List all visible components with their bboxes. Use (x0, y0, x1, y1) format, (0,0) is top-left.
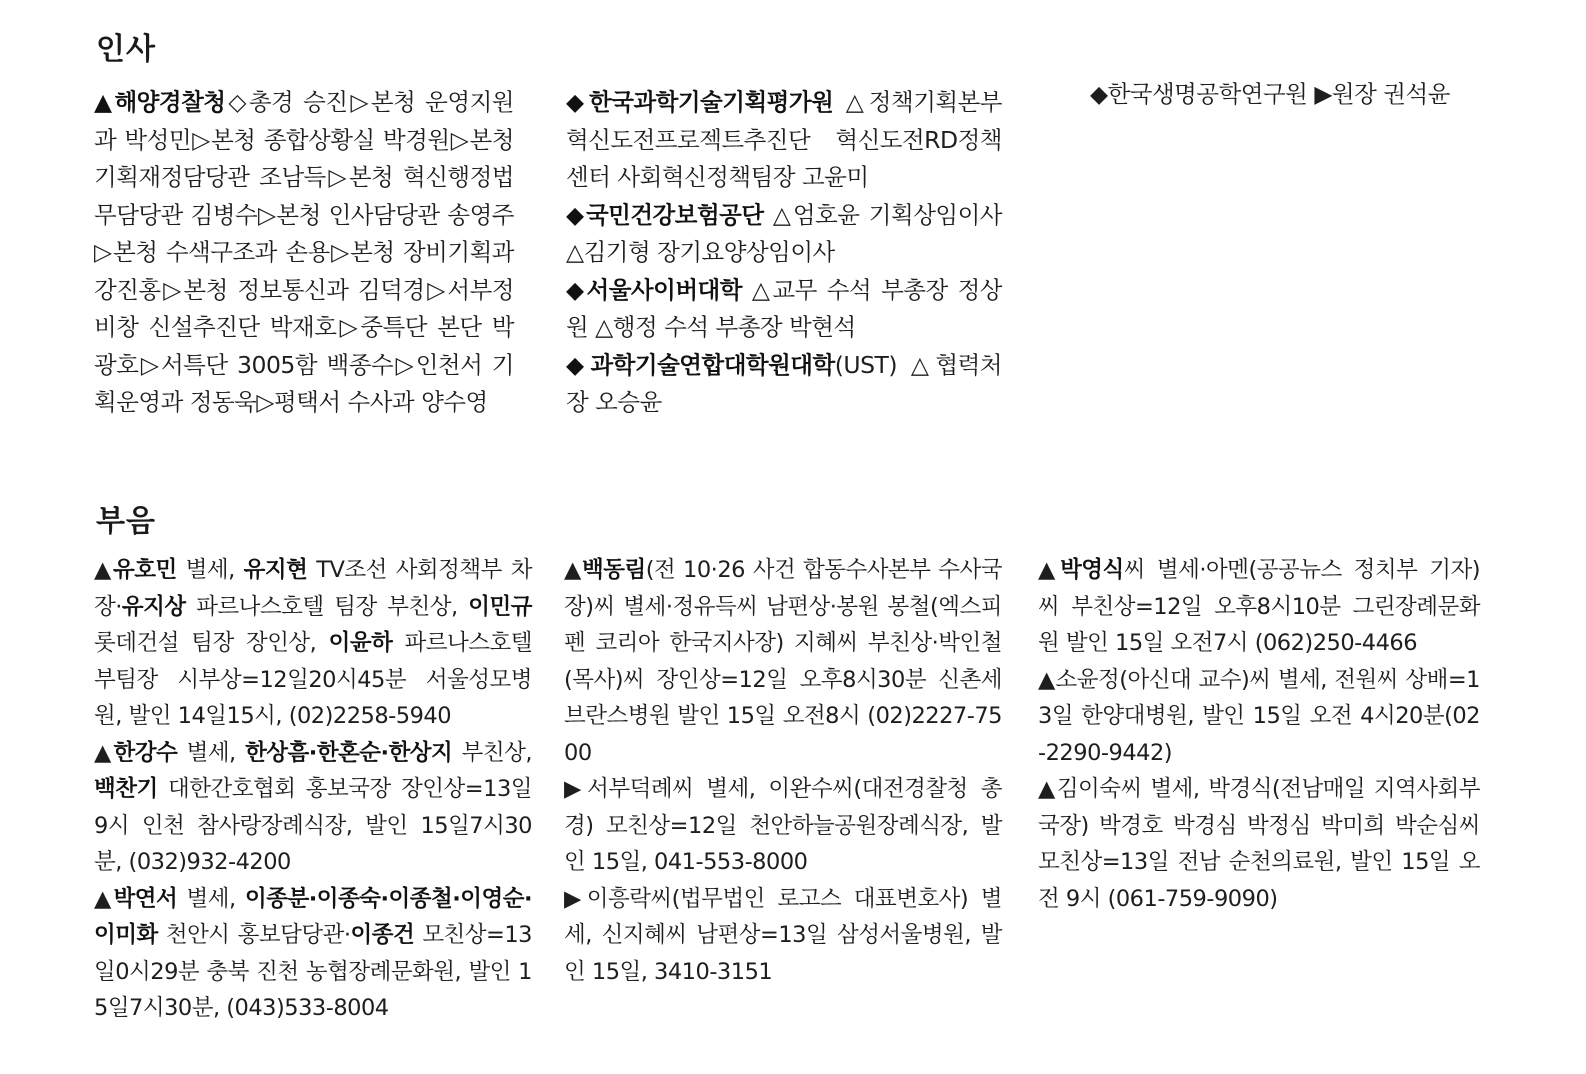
obituary-text: 파르나스호텔 부팀장 시부상=12일20시45분 서울성모병원, 발인 14일15시, (02)2258-5940 (94, 630, 532, 729)
bueum-column-2 (564, 552, 1002, 990)
person-name: 백찬기 (94, 776, 158, 802)
obituary-entry (564, 881, 1002, 991)
appointment-text: (UST) △협력처장 오승윤 (566, 350, 1002, 416)
insa-column-3 (1090, 76, 1510, 114)
appointment-text: ◆한국생명공학연구원 ▶원장 권석윤 (1090, 80, 1450, 108)
appointment-entry (566, 84, 1002, 197)
obituary-text: 대한간호협회 홍보국장 장인상=13일9시 인천 참사랑장례식장, 발인 15일7시30분, (032)932-4200 (94, 776, 532, 875)
obituary-entry (94, 552, 532, 735)
insa-column-1 (94, 84, 514, 422)
appointment-entry (94, 84, 514, 422)
appointment-entry (566, 347, 1002, 422)
organization-name: ◆국민건강보험공단 (566, 200, 764, 229)
obituary-entry (94, 881, 532, 1027)
obituary-text: ▶이흥락씨(법무법인 로고스 대표변호사) 별세, 신지혜씨 남편상=13일 삼성서울병원, 발인 15일, 3410-3151 (564, 885, 1002, 985)
obituary-text: 별세, (177, 885, 245, 912)
appointment-text: △교무 수석 부총장 정상원 △행정 수석 부총장 박현석 (566, 275, 1003, 341)
person-name: 이종분·이종숙·이종철·이영순·이미화 (94, 885, 532, 948)
obituary-text: (전 10·26 사건 합동수사본부 수사국장)씨 별세·정유득씨 남편상·봉원 봉철(엑스피펜 코리아 한국지사장) 지혜씨 부친상·박인철(목사)씨 장인상=12일 오후8시30분 신촌세브란스병원 발인 15일 오전8시 (02)2227-7500 (564, 557, 1002, 766)
obituary-text: ▶서부덕례씨 별세, 이완수씨(대전경찰청 총경) 모친상=12일 천안하늘공원장례식장, 발인 15일, 041-553-8000 (564, 776, 1002, 875)
appointment-text: ◇총경 승진▷본청 운영지원과 박성민▷본청 종합상황실 박경원▷본청 기획재정담당관 조남득▷본청 혁신행정법무담당관 김병수▷본청 인사담당관 송영주▷본청 수색구조과 손용▷본청 장비기획과 강진홍▷본청 정보통신과 김덕경▷서부정비창 신설추진단 박재호▷중특단 본단 박광호▷서특단 3005함 백종수▷인천서 기획운영과 정동욱▷평택서 수사과 양수영 (94, 88, 514, 416)
organization-name: ◆한국과학기술기획평가원 (566, 88, 834, 116)
person-name: 유지상 (121, 593, 186, 620)
obituary-text: 천안시 홍보담당관· (157, 922, 351, 948)
obituary-text: 파르나스호텔 팀장 부친상, (185, 593, 469, 620)
organization-name: ◆서울사이버대학 (566, 275, 742, 304)
appointment-entry (1090, 76, 1510, 114)
person-name: 이종건 (350, 922, 415, 948)
appointment-entry (566, 197, 1002, 272)
obituary-entry (564, 552, 1002, 771)
obituary-text: ▲ (1038, 557, 1061, 583)
appointment-text: △정책기획본부 혁신도전프로젝트추진단 혁신도전RD정책센터 사회혁신정책팀장 고윤미 (566, 88, 1002, 191)
obituary-entry (1038, 662, 1480, 772)
obituary-text: ▲소윤정(아신대 교수)씨 별세, 전원씨 상배=13일 한양대병원, 발인 15일 오전 4시20분(02-2290-9442) (1038, 666, 1480, 766)
person-name: 박연서 (113, 885, 178, 912)
person-name: 백동림 (581, 557, 646, 583)
bueum-column-3 (1038, 552, 1480, 917)
obituary-text: 별세, (176, 557, 244, 583)
obituary-text: ▲ (564, 557, 582, 583)
organization-name: ◆과학기술연합대학원대학 (566, 350, 835, 379)
bueum-column-1 (94, 552, 532, 1027)
obituary-entry (1038, 552, 1480, 662)
section-heading-insa: 인사 (96, 32, 156, 67)
person-name: 유호민 (113, 557, 177, 583)
obituary-entry (1038, 771, 1480, 917)
obituary-text: ▲김이숙씨 별세, 박경식(전남매일 지역사회부 국장) 박경호 박경심 박정심 박미희 박순심씨 모친상=13일 전남 순천의료원, 발인 15일 오전 9시 (061-759-9090) (1038, 776, 1480, 912)
person-name: 유지현 (243, 557, 308, 583)
person-name: 박영식 (1060, 557, 1124, 583)
obituary-text: 롯데건설 팀장 장인상, (94, 630, 329, 656)
obituary-text: TV조선 사회정책부 차장· (94, 557, 532, 620)
appointment-entry (566, 272, 1002, 347)
obituary-text: 모친상=13일0시29분 충북 진천 농협장례문화원, 발인 15일7시30분, (043)533-8004 (94, 922, 533, 1021)
obituary-text: ▲ (94, 885, 114, 912)
obituary-text: 부친상, (452, 739, 532, 766)
obituary-text: ▲ (94, 557, 114, 583)
person-name: 이민규 (468, 593, 532, 620)
section-heading-bueum: 부음 (96, 504, 156, 539)
appointment-text: △엄호윤 기획상임이사 △김기형 장기요양상임이사 (566, 200, 1002, 266)
obituary-text: 별세, (177, 739, 246, 766)
obituary-entry (94, 735, 532, 881)
obituary-text: 씨 별세·아멘(공공뉴스 정치부 기자)씨 부친상=12일 오후8시10분 그린장례문화원 발인 15일 오전7시 (062)250-4466 (1038, 557, 1480, 656)
insa-column-2 (566, 84, 1002, 422)
obituary-entry (564, 771, 1002, 881)
person-name: 한상흠·한혼순·한상지 (245, 739, 453, 766)
obituary-text: ▲ (94, 739, 114, 766)
person-name: 한강수 (113, 739, 178, 766)
person-name: 이윤하 (328, 630, 393, 656)
organization-name: ▲해양경찰청 (94, 88, 226, 116)
